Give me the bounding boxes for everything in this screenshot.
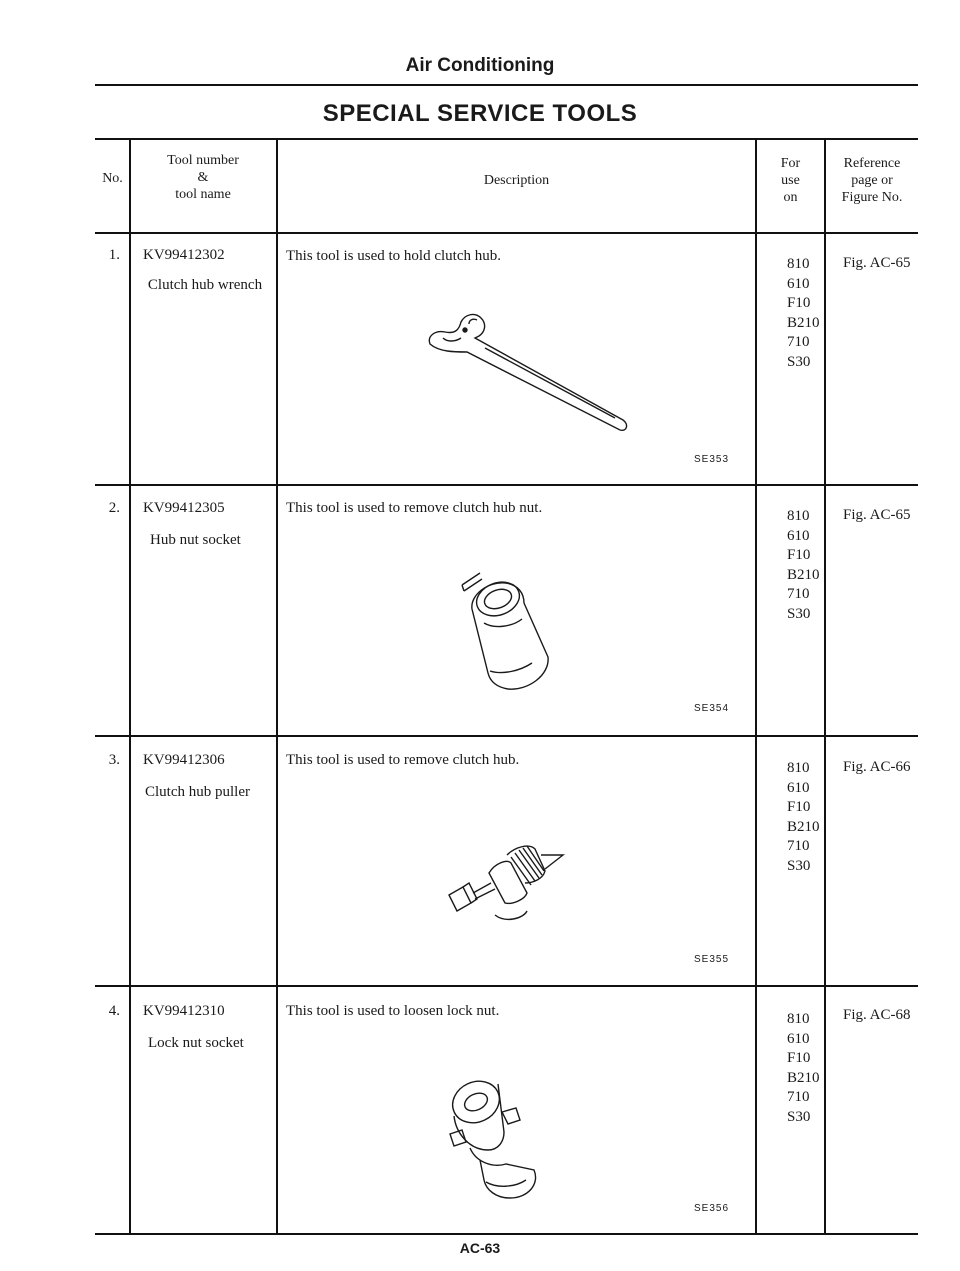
tool-number: KV99412302 [143,247,225,263]
column-header-description: Description [483,173,550,188]
tool-description: This tool is used to hold clutch hub. [286,248,501,264]
column-divider [755,138,757,1234]
reference-figure: Fig. AC-68 [843,1007,911,1023]
row-number: 2. [108,500,120,516]
column-header-reference: Reference page or Figure No. [841,156,903,205]
column-header-tool-amp: & [197,170,209,185]
row-divider [95,985,918,987]
section-title: Air Conditioning [405,55,555,76]
column-header-tool-number: Tool number [167,153,239,168]
reference-figure: Fig. AC-65 [843,255,911,271]
tool-description: This tool is used to remove clutch hub. [286,752,520,768]
page-number: AC-63 [459,1240,501,1256]
column-header-tool [131,152,275,203]
figure-code: SE356 [694,1203,730,1214]
clutch-hub-wrench-illustration [425,308,640,433]
table-bottom-rule [95,1233,918,1235]
row-number: 3. [108,752,120,768]
column-header-tool-name: tool name [175,187,231,202]
row-number: 1. [108,247,120,263]
column-header-no: No. [102,171,123,186]
tool-name: Clutch hub wrench [147,277,263,293]
tool-number: KV99412310 [143,1003,225,1019]
reference-figure: Fig. AC-66 [843,759,911,775]
column-divider [824,138,826,1234]
used-on-list: 810 610 F10 B210 710 S30 [787,1011,820,1125]
tool-description: This tool is used to remove clutch hub nut. [286,500,543,516]
tool-name: Lock nut socket [148,1035,244,1051]
header-rule [95,84,918,86]
tool-name: Clutch hub puller [145,784,250,800]
header-bottom-rule [95,232,918,234]
reference-figure: Fig. AC-65 [843,507,911,523]
row-divider [95,484,918,486]
column-header-for-use-on: For use on [780,156,801,205]
column-divider [276,138,278,1234]
used-on-list: 810 610 F10 B210 710 S30 [787,760,820,874]
figure-code: SE353 [694,454,730,465]
tool-number: KV99412306 [143,752,225,768]
used-on-list: 810 610 F10 B210 710 S30 [787,508,820,622]
tool-description: This tool is used to loosen lock nut. [286,1003,500,1019]
used-on-list: 810 610 F10 B210 710 S30 [787,256,820,370]
lock-nut-socket-illustration [440,1072,560,1202]
page-title: SPECIAL SERVICE TOOLS [322,100,638,127]
tool-number: KV99412305 [143,500,225,516]
row-divider [95,735,918,737]
clutch-hub-puller-illustration [445,833,565,933]
column-divider [129,138,131,1234]
hub-nut-socket-illustration [450,567,570,697]
figure-code: SE354 [694,703,730,714]
table-top-rule [95,138,918,140]
figure-code: SE355 [694,954,730,965]
tool-name: Hub nut socket [150,532,241,548]
row-number: 4. [108,1003,120,1019]
